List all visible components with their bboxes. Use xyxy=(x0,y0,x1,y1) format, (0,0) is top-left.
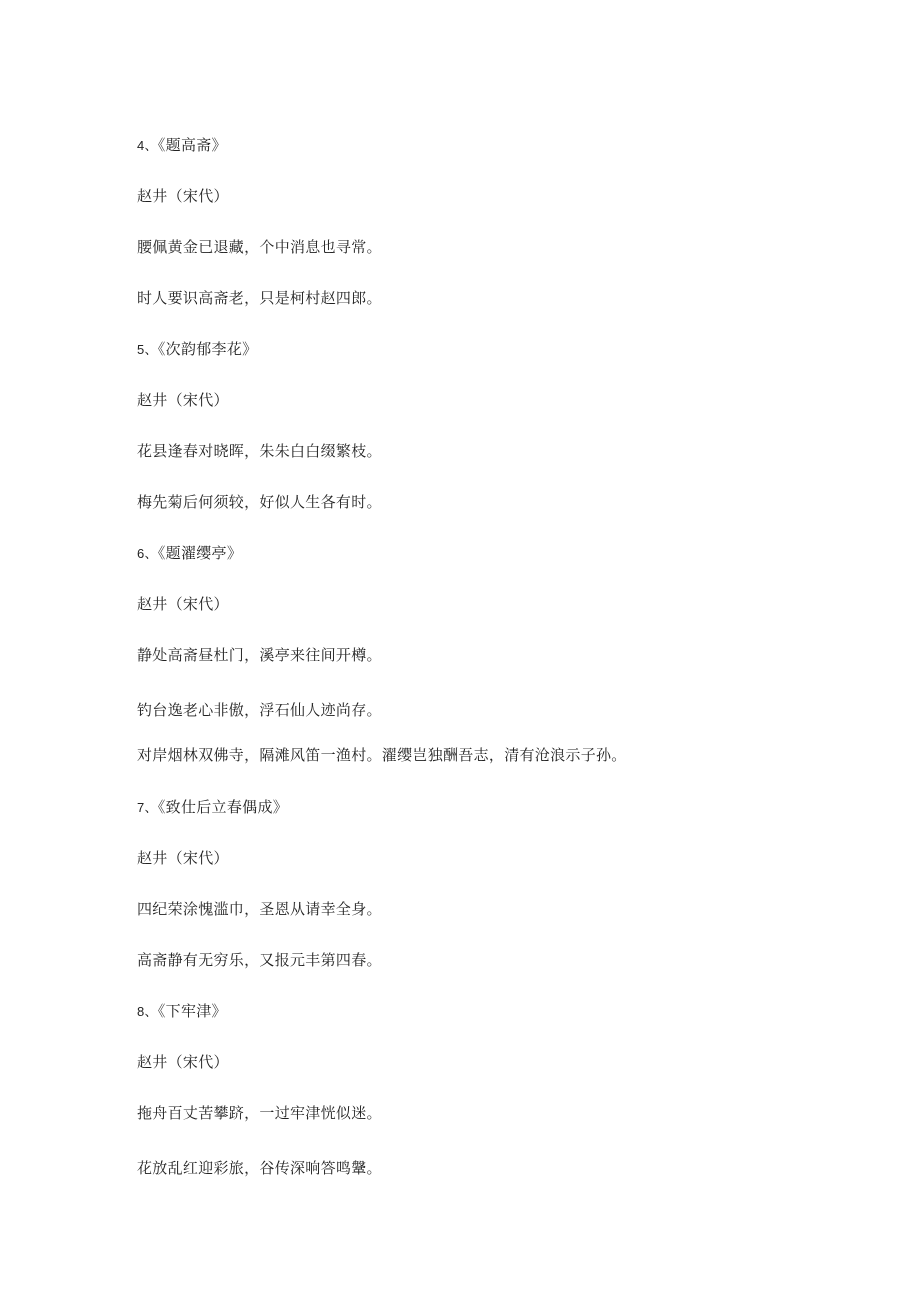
poem-title: 《下牢津》 xyxy=(157,1002,227,1020)
poem-author: 赵井（宋代） xyxy=(137,1053,229,1071)
poem-line: 花县逢春对晓晖，朱朱白白缀繁枝。 xyxy=(137,442,382,460)
poem-line: 四纪荣涂愧滥巾，圣恩从请幸全身。 xyxy=(137,900,382,918)
poem-title: 《次韵郁李花》 xyxy=(157,340,258,358)
poem-line: 梅先菊后何须较，好似人生各有时。 xyxy=(137,493,382,511)
poem-line: 高斋静有无穷乐，又报元丰第四春。 xyxy=(137,951,382,969)
poem-author: 赵井（宋代） xyxy=(137,849,229,867)
poem-number: 7、 xyxy=(137,800,158,815)
poem-line: 腰佩黄金已退藏，个中消息也寻常。 xyxy=(137,238,382,256)
poem-line: 对岸烟林双佛寺，隔滩风笛一渔村。濯缨岂独酬吾志，清有沧浪示子孙。 xyxy=(137,746,627,764)
poem-heading xyxy=(137,543,242,564)
poem-author: 赵井（宋代） xyxy=(137,595,229,613)
poem-title: 《致仕后立春偶成》 xyxy=(157,798,289,816)
poem-author: 赵井（宋代） xyxy=(137,187,229,205)
poem-number: 4、 xyxy=(137,138,158,153)
poem-heading xyxy=(137,1001,227,1022)
poem-title: 《题高斋》 xyxy=(157,136,227,154)
poem-line: 钓台逸老心非傲，浮石仙人迹尚存。 xyxy=(137,701,382,719)
poem-line: 花放乱红迎彩旅，谷传深响答鸣鞶。 xyxy=(137,1159,382,1177)
poem-line: 时人要识高斋老，只是柯村赵四郎。 xyxy=(137,289,382,307)
poem-title: 《题濯缨亭》 xyxy=(157,544,243,562)
poem-number: 6、 xyxy=(137,546,158,561)
poem-heading xyxy=(137,339,257,360)
poem-number: 8、 xyxy=(137,1004,158,1019)
poem-heading xyxy=(137,797,288,818)
poem-number: 5、 xyxy=(137,342,158,357)
poem-heading xyxy=(137,135,227,156)
poem-line: 拖舟百丈苦攀跻，一过牢津恍似迷。 xyxy=(137,1104,382,1122)
poem-line: 静处高斋昼杜门，溪亭来往间开樽。 xyxy=(137,646,382,664)
poem-author: 赵井（宋代） xyxy=(137,391,229,409)
